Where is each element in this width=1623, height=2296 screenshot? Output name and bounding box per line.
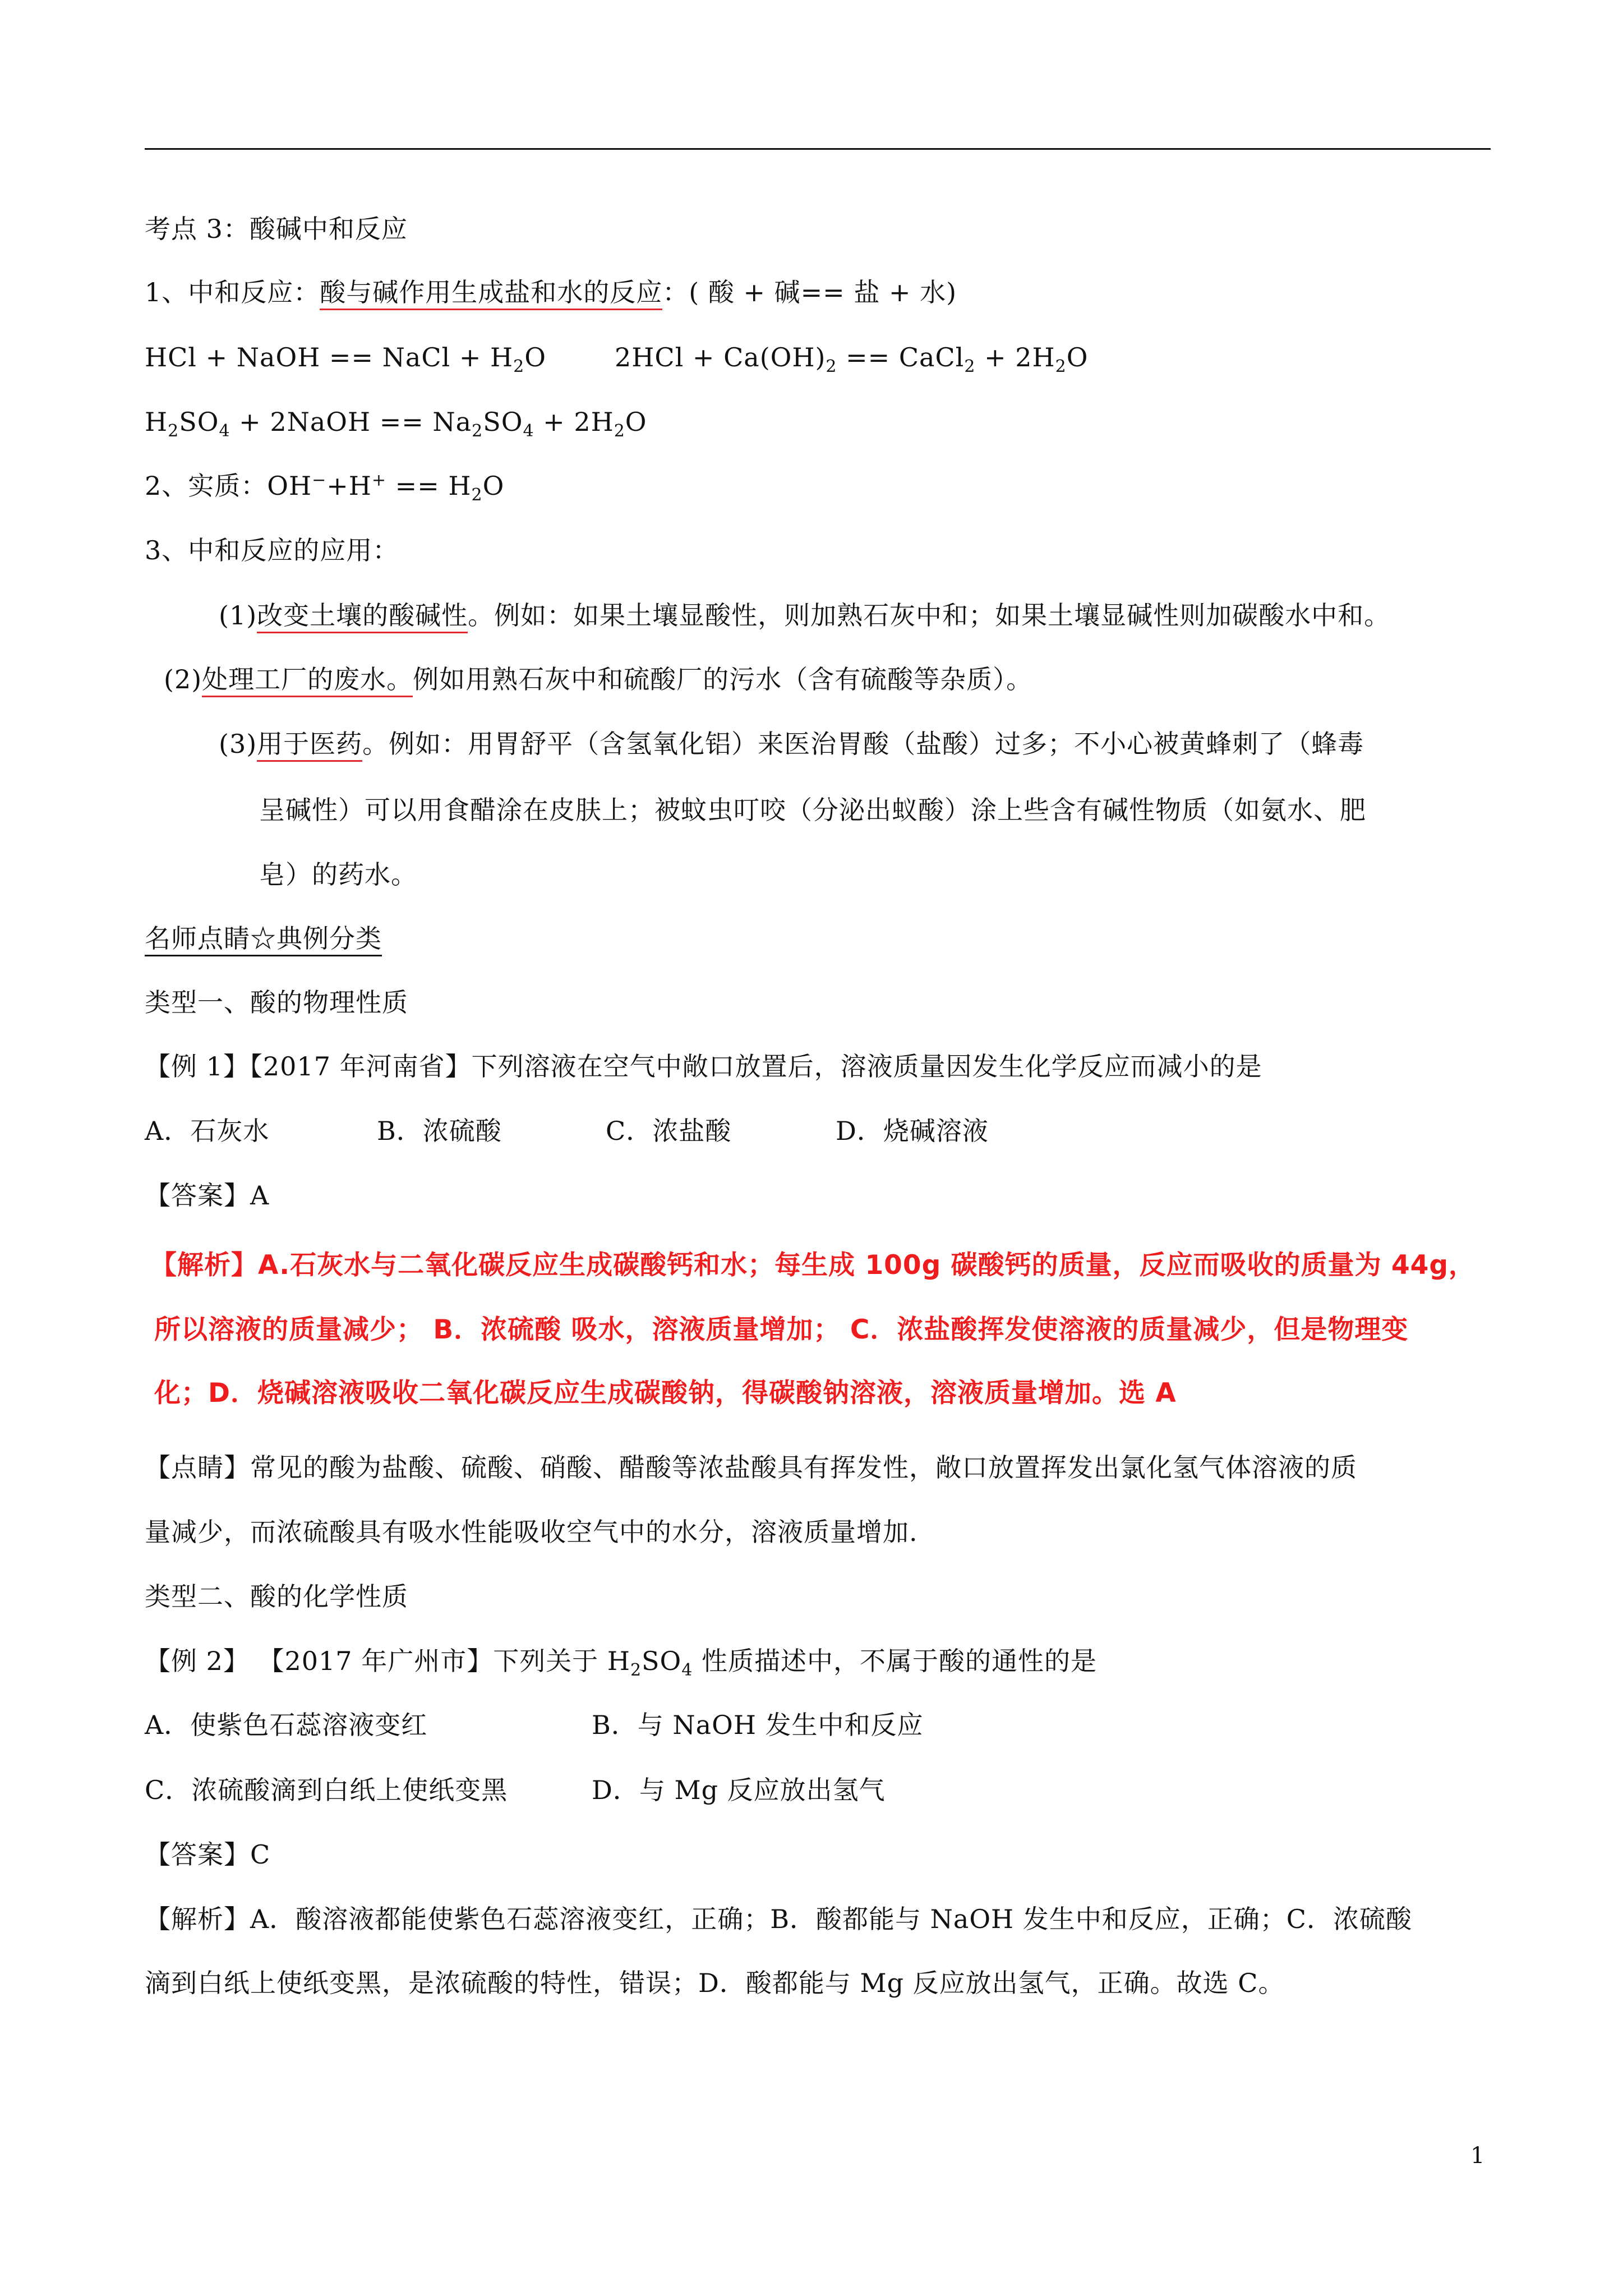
example-2-option-c: C．浓硫酸滴到白纸上使纸变黑 bbox=[145, 1775, 508, 1805]
application-2 bbox=[164, 664, 1032, 695]
application-1-text: 。例如：如果土壤显酸性，则加熟石灰中和；如果土壤显碱性则加碳酸水中和。 bbox=[468, 600, 1391, 631]
heading-typical-examples-text: 名师点睛☆典例分类 bbox=[145, 923, 382, 956]
example-1-answer: 【答案】A bbox=[145, 1180, 270, 1211]
example-2-option-b: B．与 NaOH 发生中和反应 bbox=[592, 1710, 924, 1740]
example-1-option-d: D．烧碱溶液 bbox=[836, 1116, 989, 1146]
example-1-option-b: B．浓硫酸 bbox=[377, 1116, 502, 1146]
type-1-title: 类型一、酸的物理性质 bbox=[145, 987, 408, 1018]
example-2-question: 【例 2】 【2017 年广州市】下列关于 $H_2SO_4$ 性质描述中，不属于酸的通性的是 bbox=[145, 1646, 1097, 1681]
definition-suffix: ：( 酸 + 碱== 盐 + 水) bbox=[662, 277, 957, 307]
definition-prefix: 1、中和反应： bbox=[145, 277, 320, 307]
application-2-number: (2) bbox=[164, 664, 202, 694]
application-3 bbox=[219, 728, 1364, 760]
application-1-number: (1) bbox=[219, 600, 257, 631]
heading-typical-examples bbox=[145, 923, 382, 954]
application-3-number: (3) bbox=[219, 729, 257, 759]
definition-underlined: 酸与碱作用生成盐和水的反应 bbox=[320, 277, 662, 310]
essence-line: 2、实质：$OH^-+H^+ == H_2O$ bbox=[145, 470, 505, 505]
example-2-analysis-line-1: 【解析】A．酸溶液都能使紫色石蕊溶液变红，正确；B．酸都能与 NaOH 发生中和反应，正确；C．浓硫酸 bbox=[145, 1904, 1412, 1934]
example-1-analysis-line-2: 所以溶液的质量减少； B．浓硫酸 吸水，溶液质量增加； C．浓盐酸挥发使溶液的质量减少，但是物理变 bbox=[154, 1314, 1409, 1345]
type-2-title: 类型二、酸的化学性质 bbox=[145, 1581, 408, 1612]
example-2-answer: 【答案】C bbox=[145, 1839, 271, 1870]
example-1-question: 【例 1】【2017 年河南省】下列溶液在空气中敞口放置后，溶液质量因发生化学反应而减小的是 bbox=[145, 1051, 1262, 1082]
definition-line bbox=[145, 277, 957, 308]
example-2-option-d: D．与 Mg 反应放出氢气 bbox=[592, 1775, 886, 1805]
example-2-question-suffix: 性质描述中，不属于酸的通性的是 bbox=[693, 1646, 1097, 1676]
example-1-option-a: A．石灰水 bbox=[145, 1116, 270, 1146]
application-3-text: 。例如：用胃舒平（含氢氧化铝）来医治胃酸（盐酸）过多；不小心被黄蜂刺了（蜂毒 bbox=[362, 729, 1364, 759]
essence-prefix: 2、实质： bbox=[145, 471, 268, 501]
application-1-underlined: 改变土壤的酸碱性 bbox=[257, 600, 468, 633]
equation-3: $H_2SO_4$ + 2NaOH == $Na_2SO_4 + 2H_2O$ bbox=[145, 407, 647, 441]
example-1-comment-line-1: 【点睛】常见的酸为盐酸、硫酸、硝酸、醋酸等浓盐酸具有挥发性，敞口放置挥发出氯化氢气体溶液的质 bbox=[145, 1452, 1357, 1483]
equation-2: $2HCl + Ca(OH)_2$ == CaCl$_2$ + $2H_2O$ bbox=[615, 342, 1089, 377]
example-1-analysis-line-3: 化；D．烧碱溶液吸收二氧化碳反应生成碳酸钠，得碳酸钠溶液，溶液质量增加。选 A bbox=[154, 1378, 1177, 1409]
header-rule bbox=[145, 148, 1491, 150]
section-title: 考点 3：酸碱中和反应 bbox=[145, 214, 408, 244]
example-2-question-prefix: 【例 2】 【2017 年广州市】下列关于 bbox=[145, 1646, 607, 1676]
example-1-comment-line-2: 量减少，而浓硫酸具有吸水性能吸收空气中的水分，溶液质量增加. bbox=[145, 1517, 918, 1547]
application-3-underlined: 用于医药 bbox=[257, 729, 362, 762]
application-3-line-3: 皂）的药水。 bbox=[259, 859, 417, 890]
application-title: 3、中和反应的应用： bbox=[145, 535, 399, 565]
page-number: 1 bbox=[1470, 2143, 1485, 2169]
equation-1: HCl + NaOH == NaCl + $H_2O$ bbox=[145, 342, 546, 377]
example-2-analysis-line-2: 滴到白纸上使纸变黑，是浓硫酸的特性，错误；D．酸都能与 Mg 反应放出氢气，正确。故选 C。 bbox=[145, 1968, 1285, 1998]
example-1-option-c: C．浓盐酸 bbox=[606, 1116, 732, 1146]
application-1 bbox=[219, 600, 1390, 631]
example-1-analysis-line-1: 【解析】A.石灰水与二氧化碳反应生成碳酸钙和水；每生成 100g 碳酸钙的质量，反应而吸收的质量为 44g， bbox=[150, 1250, 1476, 1281]
application-3-line-2: 呈碱性）可以用食醋涂在皮肤上；被蚊虫叮咬（分泌出蚁酸）涂上些含有碱性物质（如氨水、肥 bbox=[259, 795, 1366, 825]
application-2-underlined: 处理工厂的废水。 bbox=[202, 664, 413, 697]
example-2-option-a: A．使紫色石蕊溶液变红 bbox=[145, 1710, 428, 1740]
application-2-text: 例如用熟石灰中和硫酸厂的污水（含有硫酸等杂质）。 bbox=[413, 664, 1033, 694]
